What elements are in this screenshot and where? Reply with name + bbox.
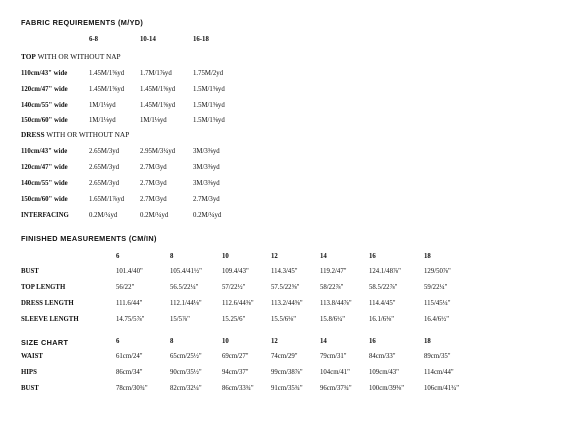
- size-cell: 91cm/35¾": [271, 385, 303, 392]
- finished-measurements-title: FINISHED MEASUREMENTS (CM/IN): [21, 234, 157, 243]
- fabric-cell: 1.45M/1⅝yd: [89, 86, 125, 93]
- finished-cell: 16.4/6½": [424, 316, 450, 323]
- fabric-cell: 0.2M/¼yd: [89, 212, 118, 219]
- size-row-label: BUST: [21, 385, 39, 392]
- finished-cell: 57/22½": [222, 284, 246, 291]
- size-col-header: 12: [271, 338, 278, 345]
- finished-cell: 15.8/6¼": [320, 316, 346, 323]
- finished-cell: 15.25/6": [222, 316, 246, 323]
- fabric-cell: 1.5M/1⅝yd: [193, 102, 225, 109]
- size-row-label: WAIST: [21, 353, 43, 360]
- finished-col-header: 6: [116, 253, 120, 260]
- fabric-cell: 2.65M/3yd: [89, 148, 120, 155]
- finished-cell: 113.8/44⅞": [320, 300, 352, 307]
- finished-cell: 112.1/44⅛": [170, 300, 202, 307]
- finished-cell: 124.1/48⅞": [369, 268, 401, 275]
- fabric-cell: 2.7M/3yd: [140, 180, 167, 187]
- finished-cell: 101.4/40": [116, 268, 143, 275]
- fabric-cell: 0.2M/¼yd: [193, 212, 222, 219]
- dress-section-heading: [21, 130, 129, 139]
- size-cell: 100cm/39⅜": [369, 385, 405, 392]
- finished-row-label: BUST: [21, 268, 39, 275]
- fabric-col-header: 16-18: [193, 36, 209, 43]
- fabric-cell: 2.95M/3¼yd: [140, 148, 176, 155]
- finished-cell: 113.2/44⅝": [271, 300, 303, 307]
- finished-row-label: DRESS LENGTH: [21, 300, 74, 307]
- fabric-cell: 2.65M/3yd: [89, 180, 120, 187]
- fabric-col-header: 10-14: [140, 36, 156, 43]
- size-cell: 106cm/41¾": [424, 385, 460, 392]
- finished-col-header: 8: [170, 253, 174, 260]
- finished-col-header: 10: [222, 253, 229, 260]
- size-cell: 99cm/38⅞": [271, 369, 303, 376]
- size-cell: 109cm/43": [369, 369, 399, 376]
- size-cell: 86cm/34": [116, 369, 143, 376]
- size-cell: 96cm/37¾": [320, 385, 352, 392]
- finished-cell: 111.6/44": [116, 300, 143, 307]
- size-cell: 82cm/32¼": [170, 385, 202, 392]
- size-col-header: 8: [170, 338, 174, 345]
- size-cell: 78cm/30¾": [116, 385, 148, 392]
- finished-cell: 57.5/22⅝": [271, 284, 300, 291]
- fabric-cell: 3M/3⅜yd: [193, 148, 220, 155]
- fabric-cell: 1.5M/1⅝yd: [193, 117, 225, 124]
- finished-cell: 114.3/45": [271, 268, 298, 275]
- top-section-heading: [21, 52, 121, 61]
- fabric-cell: 1.45M/1⅝yd: [89, 70, 125, 77]
- size-cell: 79cm/31": [320, 353, 347, 360]
- fabric-cell: 2.65M/3yd: [89, 164, 120, 171]
- finished-cell: 56/22": [116, 284, 135, 291]
- finished-cell: 105.4/41½": [170, 268, 202, 275]
- size-col-header: 10: [222, 338, 229, 345]
- fabric-cell: 1.7M/1⅞yd: [140, 70, 172, 77]
- finished-cell: 129/50⅞": [424, 268, 451, 275]
- interfacing-label: INTERFACING: [21, 212, 69, 219]
- finished-cell: 59/22¼": [424, 284, 448, 291]
- top-heading-bold: TOP: [21, 52, 36, 61]
- finished-cell: 56.5/22¼": [170, 284, 199, 291]
- fabric-col-header: 6-8: [89, 36, 99, 43]
- finished-cell: 58.5/22⅞": [369, 284, 398, 291]
- finished-cell: 115/45¼": [424, 300, 451, 307]
- size-chart-title: SIZE CHART: [21, 338, 69, 347]
- fabric-cell: 1.45M/1⅝yd: [140, 86, 176, 93]
- finished-col-header: 18: [424, 253, 431, 260]
- fabric-cell: 1M/1⅛yd: [89, 102, 116, 109]
- size-col-header: 14: [320, 338, 327, 345]
- fabric-cell: 1.75M/2yd: [193, 70, 224, 77]
- fabric-cell: 2.7M/3yd: [140, 196, 167, 203]
- size-cell: 65cm/25½": [170, 353, 202, 360]
- fabric-cell: 1M/1⅛yd: [89, 117, 116, 124]
- fabric-cell: 0.2M/¼yd: [140, 212, 169, 219]
- fabric-cell: 1.45M/1⅝yd: [140, 102, 176, 109]
- fabric-cell: 1.5M/1⅝yd: [193, 86, 225, 93]
- finished-col-header: 16: [369, 253, 376, 260]
- size-cell: 74cm/29": [271, 353, 298, 360]
- size-cell: 86cm/33¾": [222, 385, 254, 392]
- size-cell: 89cm/35": [424, 353, 451, 360]
- fabric-cell: 2.7M/3yd: [140, 164, 167, 171]
- fabric-row-label: 110cm/43" wide: [21, 70, 68, 77]
- size-col-header: 6: [116, 338, 120, 345]
- finished-cell: 58/22⅞": [320, 284, 344, 291]
- top-heading-rest: WITH OR WITHOUT NAP: [35, 52, 121, 61]
- size-col-header: 16: [369, 338, 376, 345]
- fabric-row-label: 120cm/47" wide: [21, 86, 68, 93]
- size-cell: 94cm/37": [222, 369, 249, 376]
- fabric-row-label: 110cm/43" wide: [21, 148, 68, 155]
- fabric-cell: 1M/1⅛yd: [140, 117, 167, 124]
- finished-cell: 119.2/47": [320, 268, 347, 275]
- dress-heading-bold: DRESS: [21, 130, 45, 139]
- finished-cell: 112.6/44⅜": [222, 300, 254, 307]
- size-cell: 114cm/44": [424, 369, 454, 376]
- finished-row-label: TOP LENGTH: [21, 284, 66, 291]
- finished-cell: 16.1/6⅜": [369, 316, 395, 323]
- fabric-row-label: 140cm/55" wide: [21, 102, 68, 109]
- fabric-row-label: 120cm/47" wide: [21, 164, 68, 171]
- finished-cell: 15/5⅞": [170, 316, 190, 323]
- finished-cell: 15.5/6⅛": [271, 316, 297, 323]
- dress-heading-rest: WITH OR WITHOUT NAP: [44, 130, 130, 139]
- finished-cell: 109.4/43": [222, 268, 249, 275]
- finished-cell: 114.4/45": [369, 300, 396, 307]
- fabric-requirements-title: FABRIC REQUIREMENTS (M/YD): [21, 18, 144, 27]
- fabric-cell: 2.7M/3yd: [193, 196, 220, 203]
- finished-col-header: 12: [271, 253, 278, 260]
- fabric-row-label: 140cm/55" wide: [21, 180, 68, 187]
- fabric-cell: 1.65M/1⅞yd: [89, 196, 125, 203]
- size-cell: 104cm/41": [320, 369, 350, 376]
- fabric-row-label: 150cm/60" wide: [21, 117, 68, 124]
- size-cell: 90cm/35½": [170, 369, 202, 376]
- fabric-cell: 3M/3⅜yd: [193, 164, 220, 171]
- finished-col-header: 14: [320, 253, 327, 260]
- size-cell: 69cm/27": [222, 353, 249, 360]
- size-row-label: HIPS: [21, 369, 37, 376]
- finished-cell: 14.75/5⅞": [116, 316, 145, 323]
- size-cell: 61cm/24": [116, 353, 143, 360]
- size-col-header: 18: [424, 338, 431, 345]
- size-cell: 84cm/33": [369, 353, 396, 360]
- finished-row-label: SLEEVE LENGTH: [21, 316, 79, 323]
- fabric-cell: 3M/3⅜yd: [193, 180, 220, 187]
- fabric-row-label: 150cm/60" wide: [21, 196, 68, 203]
